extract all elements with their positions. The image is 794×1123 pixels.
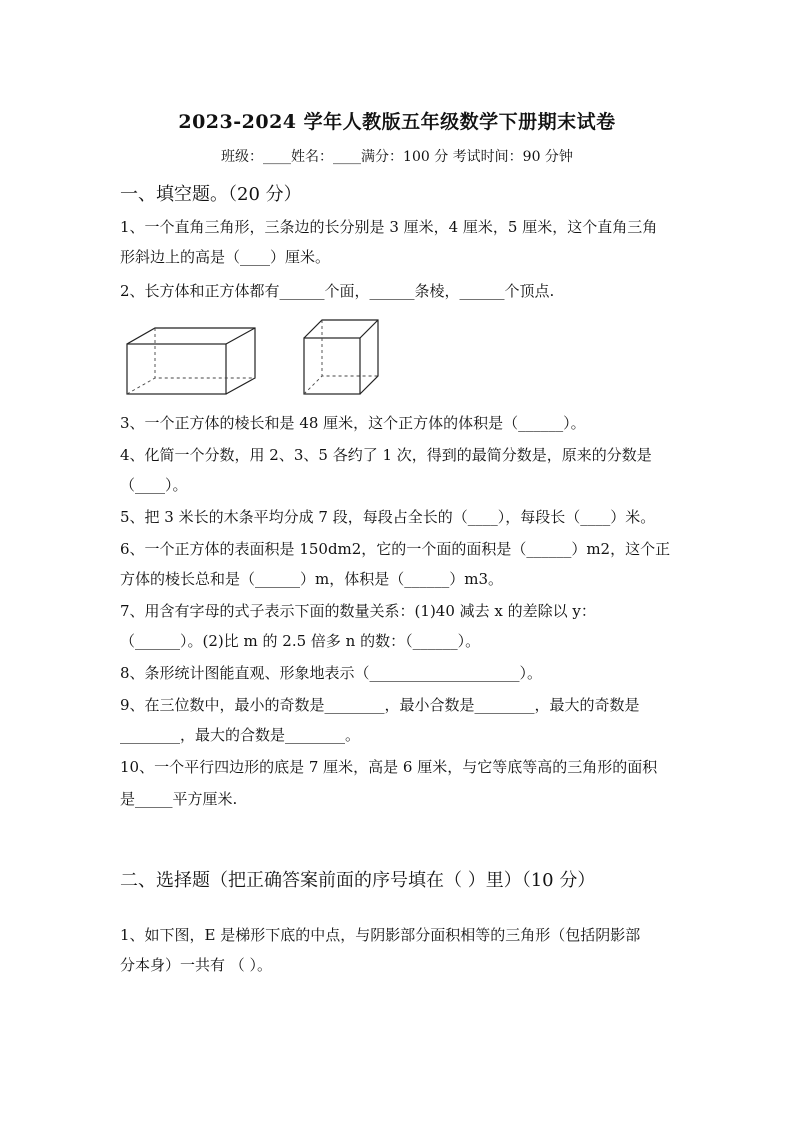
- exam-title: 2023-2024 学年人教版五年级数学下册期末试卷: [178, 111, 616, 133]
- cube-figure: [302, 318, 382, 398]
- q10-line1: 10、一个平行四边形的底是 7 厘米，高是 6 厘米，与它等底等高的三角形的面积: [120, 758, 658, 776]
- q5-line: 5、把 3 米长的木条平均分成 7 段，每段占全长的（____），每段长（____）米。: [120, 508, 656, 526]
- exam-info: 班级：____姓名：____满分：100 分 考试时间：90 分钟: [221, 149, 573, 165]
- choice-q1-line1: 1、如下图，E 是梯形下底的中点，与阴影部分面积相等的三角形（包括阴影部: [120, 926, 641, 944]
- q8-line: 8、条形统计图能直观、形象地表示（____________________）。: [120, 664, 543, 682]
- q7-line1: 7、用含有字母的式子表示下面的数量关系：(1)40 减去 x 的差除以 y：: [120, 602, 596, 620]
- choice-q1-line2: 分本身）一共有 （ ）。: [120, 956, 273, 974]
- q7-line2: （______）。(2)比 m 的 2.5 倍多 n 的数：（______）。: [120, 632, 481, 650]
- q3-line: 3、一个正方体的棱长和是 48 厘米，这个正方体的体积是（______）。: [120, 414, 586, 432]
- q9-line2: ________，最大的合数是________。: [120, 726, 361, 744]
- q9-line1: 9、在三位数中，最小的奇数是________，最小合数是________，最大的奇数是: [120, 696, 640, 714]
- q6-line2: 方体的棱长总和是（______）m，体积是（______）m3。: [120, 570, 503, 588]
- q6-line1: 6、一个正方体的表面积是 150dm2，它的一个面的面积是（______）m2，这个正: [120, 540, 671, 558]
- q4-line1: 4、化简一个分数，用 2、3、5 各约了 1 次，得到的最简分数是，原来的分数是: [120, 446, 652, 464]
- q1-line2: 形斜边上的高是（____）厘米。: [120, 248, 331, 266]
- section-2-heading: 二、选择题（把正确答案前面的序号填在（ ）里）（10 分）: [120, 870, 596, 891]
- cuboid-figure: [125, 326, 260, 398]
- q4-line2: （____）。: [120, 476, 188, 494]
- q10-line2: 是_____平方厘米.: [120, 790, 238, 808]
- section-1-heading: 一、填空题。（20 分）: [120, 184, 302, 205]
- q2-line: 2、长方体和正方体都有______个面，______条棱，______个顶点.: [120, 282, 555, 300]
- q1-line1: 1、一个直角三角形，三条边的长分别是 3 厘米，4 厘米，5 厘米，这个直角三角: [120, 218, 658, 236]
